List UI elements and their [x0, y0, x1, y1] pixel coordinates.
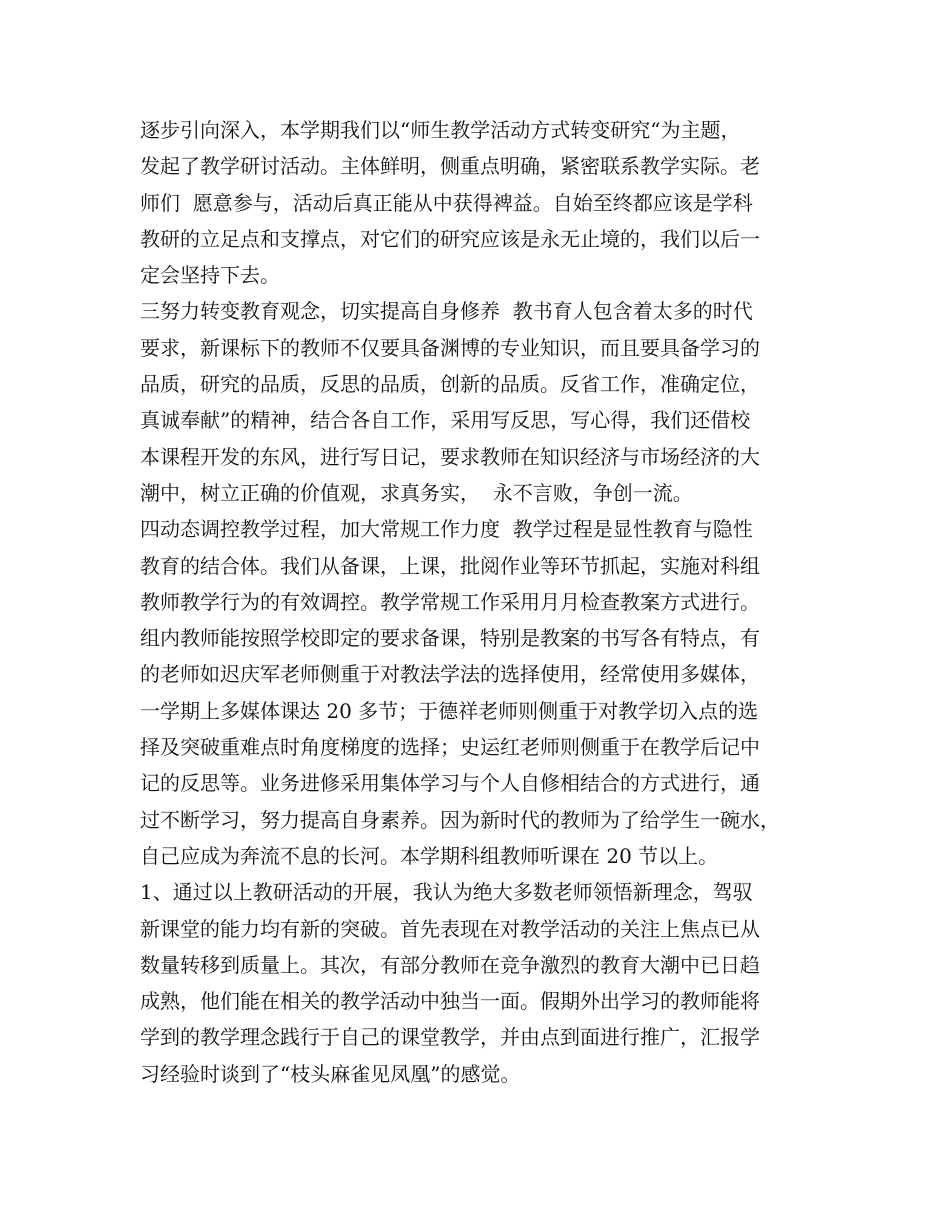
text-line: 三努力转变教育观念，切实提高自身修养 教书育人包含着太多的时代	[140, 299, 753, 324]
text-line: 择及突破重难点时角度梯度的选择；史运红老师则侧重于在教学后记中	[140, 735, 760, 760]
text-line: 数量转移到质量上。其次，有部分教师在竞争激烈的教育大潮中已日趋	[140, 952, 760, 977]
text-line: 自己应成为奔流不息的长河。本学期科组教师听课在 20 节以上。	[140, 843, 719, 868]
text-line: 学到的教学理念践行于自己的课堂教学，并由点到面进行推广，汇报学	[140, 1025, 760, 1050]
text-line: 教师教学行为的有效调控。教学常规工作采用月月检查教案方式进行。	[140, 589, 760, 614]
text-line: 发起了教学研讨活动。主体鲜明，侧重点明确，紧密联系教学实际。老	[140, 154, 760, 179]
text-line: 成熟，他们能在相关的教学活动中独当一面。假期外出学习的教师能将	[140, 989, 760, 1014]
text-line: 师们 愿意参与，活动后真正能从中获得裨益。自始至终都应该是学科	[140, 190, 753, 215]
text-line: 品质，研究的品质，反思的品质，创新的品质。反省工作，准确定位，	[140, 372, 760, 397]
document-body	[140, 112, 830, 1092]
text-line: 教研的立足点和支撑点，对它们的研究应该是永无止境的，我们以后一	[140, 226, 760, 251]
text-line: 真诚奉献”的精神，结合各自工作，采用写反思，写心得，我们还借校	[140, 408, 751, 433]
text-line: 记的反思等。业务进修采用集体学习与个人自修相结合的方式进行，通	[140, 771, 760, 796]
text-line: 1、通过以上教研活动的开展，我认为绝大多数老师领悟新理念，驾驭	[140, 880, 753, 905]
text-line: 组内教师能按照学校即定的要求备课，特别是教案的书写各有特点，有	[140, 626, 760, 651]
text-line: 教育的结合体。我们从备课，上课，批阅作业等环节抓起，实施对科组	[140, 553, 760, 578]
text-line: 过不断学习，努力提高自身素养。因为新时代的教师为了给学生一碗水，	[140, 807, 780, 832]
text-line: 要求，新课标下的教师不仅要具备渊博的专业知识，而且要具备学习的	[140, 335, 760, 360]
text-line: 新课堂的能力均有新的突破。首先表现在对教学活动的关注上焦点已从	[140, 916, 760, 941]
text-line: 潮中，树立正确的价值观，求真务实， 永不言败，争创一流。	[140, 480, 693, 505]
text-line: 定会坚持下去。	[140, 263, 280, 288]
text-line: 的老师如迟庆军老师侧重于对教法学法的选择使用，经常使用多媒体，	[140, 662, 760, 687]
text-line: 四动态调控教学过程，加大常规工作力度 教学过程是显性教育与隐性	[140, 517, 753, 542]
text-line: 逐步引向深入，本学期我们以“师生教学活动方式转变研究“为主题，	[140, 118, 741, 142]
text-line: 一学期上多媒体课达 20 多节；于德祥老师则侧重于对教学切入点的选	[140, 698, 759, 723]
text-line: 习经验时谈到了“枝头麻雀见凤凰”的感觉。	[140, 1061, 521, 1086]
text-line: 本课程开发的东风，进行写日记，要求教师在知识经济与市场经济的大	[140, 444, 760, 469]
